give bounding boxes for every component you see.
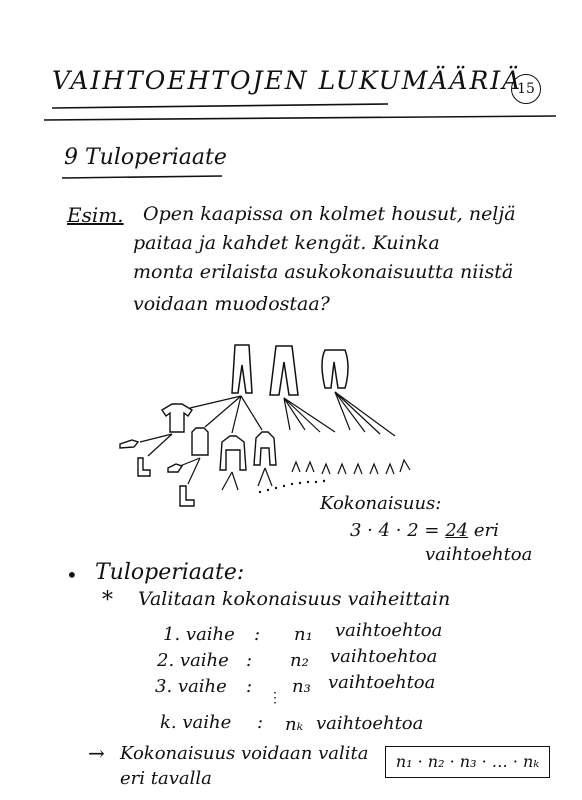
calculation-answer: 24 <box>445 520 469 541</box>
example-line-3: monta erilaista asukokonaisuutta niistä <box>133 261 514 283</box>
step-k-text: vaihtoehtoa <box>316 713 424 734</box>
step-1-sep: : <box>254 624 261 645</box>
section-title: 9 Tuloperiaate <box>64 145 227 170</box>
shoe-icon <box>120 440 194 506</box>
step-2-var: n₂ <box>290 650 309 671</box>
step-1-var: n₁ <box>294 624 313 645</box>
example-label: Esim. <box>67 203 124 227</box>
calculation <box>350 520 499 541</box>
step-k-var: nₖ <box>285 714 304 735</box>
formula-box: n₁ · n₂ · n₃ · … · nₖ <box>385 746 550 778</box>
title-underline <box>52 104 388 108</box>
conclusion-line-1: Kokonaisuus voidaan valita <box>120 743 369 764</box>
principle-intro: Valitaan kokonaisuus vaiheittain <box>138 588 451 610</box>
step-3-phase: 3. vaihe <box>155 676 227 697</box>
calculation-tail: eri <box>473 520 499 541</box>
step-1-text: vaihtoehtoa <box>335 620 443 641</box>
page-number: 15 <box>511 74 541 104</box>
step-2-sep: : <box>246 650 253 671</box>
step-3-sep: : <box>246 676 253 697</box>
calculation-unit: vaihtoehtoa <box>425 544 533 565</box>
example-line-1: Open kaapissa on kolmet housut, neljä <box>143 203 516 225</box>
step-3-text: vaihtoehtoa <box>328 672 436 693</box>
step-1-phase: 1. vaihe <box>163 624 235 645</box>
tree-diagram <box>140 392 410 490</box>
page-title: VAIHTOEHTOJEN LUKUMÄÄRIÄ <box>52 66 523 95</box>
section-underline <box>62 176 222 178</box>
arrow-icon: → <box>88 741 105 765</box>
shirt-icon <box>162 404 276 470</box>
principle-title: Tuloperiaate: <box>95 560 245 585</box>
example-line-4: voidaan muodostaa? <box>133 293 330 315</box>
calculation-expression: 3 · 4 · 2 = <box>350 520 440 541</box>
vertical-ellipsis: ⋮ <box>268 690 282 706</box>
star-bullet: * <box>102 588 113 613</box>
continuation-dots <box>259 480 325 493</box>
example-line-2: paitaa ja kahdet kengät. Kuinka <box>133 232 440 254</box>
title-underline-long <box>44 116 556 120</box>
conclusion-line-2: eri tavalla <box>120 768 212 789</box>
bullet: • <box>66 563 78 587</box>
step-3-var: n₃ <box>292 676 311 697</box>
step-k-phase: k. vaihe <box>160 712 232 733</box>
pants-icon <box>232 345 348 395</box>
step-k-sep: : <box>257 712 264 733</box>
step-2-text: vaihtoehtoa <box>330 646 438 667</box>
step-2-phase: 2. vaihe <box>157 650 229 671</box>
total-label: Kokonaisuus: <box>320 493 442 514</box>
